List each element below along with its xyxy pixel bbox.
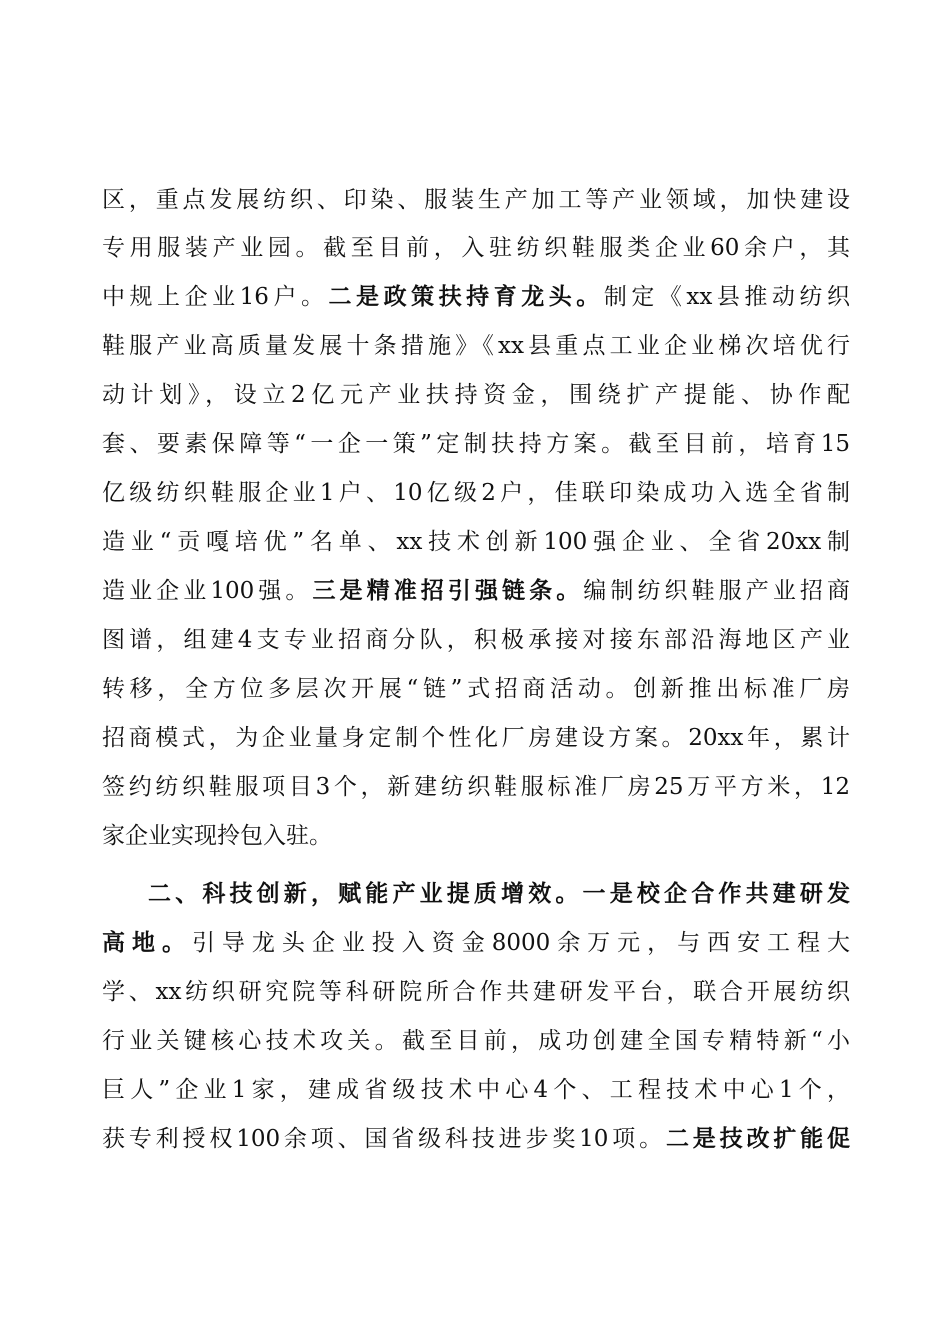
bold-heading-run: 二是政策扶持育龙头。 (328, 283, 604, 310)
text-line (102, 273, 850, 321)
text-run: 获专利授权100余项、国省级科技进步奖10项。 (102, 1126, 666, 1152)
bold-heading-run: 三是精准招引强链条。 (312, 577, 584, 604)
text-run: 鞋服产业高质量发展十条措施》《xx县重点工业企业梯次培优行 (102, 333, 850, 359)
text-line (102, 919, 850, 967)
text-run: 制定《xx县推动纺织 (603, 284, 850, 310)
text-run: 区，重点发展纺织、印染、服装生产加工等产业领域，加快建设 (102, 187, 850, 213)
text-line (102, 322, 850, 370)
text-run: 招商模式，为企业量身定制个性化厂房建设方案。20xx年，累计 (102, 725, 850, 751)
text-run: 造业“贡嘎培优”名单、xx技术创新100强企业、全省20xx制 (102, 529, 850, 555)
text-run: 造业企业100强。 (102, 578, 313, 604)
text-run: 转移，全方位多层次开展“链”式招商活动。创新推出标准厂房 (102, 676, 850, 702)
text-line (102, 1066, 850, 1114)
text-line (102, 420, 850, 468)
text-run: 行业关键核心技术攻关。截至目前，成功创建全国专精特新“小 (102, 1028, 850, 1054)
text-run: 巨人”企业1家，建成省级技术中心4个、工程技术中心1个， (102, 1077, 850, 1103)
text-line (102, 665, 850, 713)
section-heading-line (148, 870, 850, 918)
text-run: 编制纺织鞋服产业招商 (583, 578, 850, 604)
text-line (102, 567, 850, 615)
bold-heading-run: 二、科技创新，赋能产业提质增效。一是校企合作共建研发 (148, 880, 850, 907)
text-line (102, 224, 850, 272)
text-line (102, 968, 850, 1016)
bold-heading-run: 二是技改扩能促 (665, 1125, 850, 1152)
text-run: 签约纺织鞋服项目3个，新建纺织鞋服标准厂房25万平方米，12 (102, 774, 850, 800)
text-run: 引导龙头企业投入资金8000余万元，与西安工程大 (191, 930, 850, 956)
text-run: 图谱，组建4支专业招商分队，积极承接对接东部沿海地区产业 (102, 627, 850, 653)
text-line (102, 714, 850, 762)
text-line (102, 1017, 850, 1065)
text-run: 家企业实现拎包入驻。 (102, 823, 332, 849)
text-run: 学、xx纺织研究院等科研院所合作共建研发平台，联合开展纺织 (102, 979, 850, 1005)
text-line (102, 763, 850, 811)
text-line (102, 469, 850, 517)
text-run: 亿级纺织鞋服企业1户、10亿级2户，佳联印染成功入选全省制 (102, 480, 850, 506)
text-line (102, 518, 850, 566)
bold-heading-run: 高地。 (102, 929, 192, 956)
text-run: 动计划》，设立2亿元产业扶持资金，围绕扩产提能、协作配 (102, 382, 850, 408)
text-line (102, 371, 850, 419)
text-line (102, 1115, 850, 1163)
text-run: 中规上企业16户。 (102, 284, 329, 310)
text-line (102, 812, 850, 860)
text-run: 专用服装产业园。截至目前，入驻纺织鞋服类企业60余户，其 (102, 235, 850, 261)
text-line (102, 176, 850, 224)
text-line (102, 616, 850, 664)
text-run: 套、要素保障等“一企一策”定制扶持方案。截至目前，培育15 (102, 431, 850, 457)
